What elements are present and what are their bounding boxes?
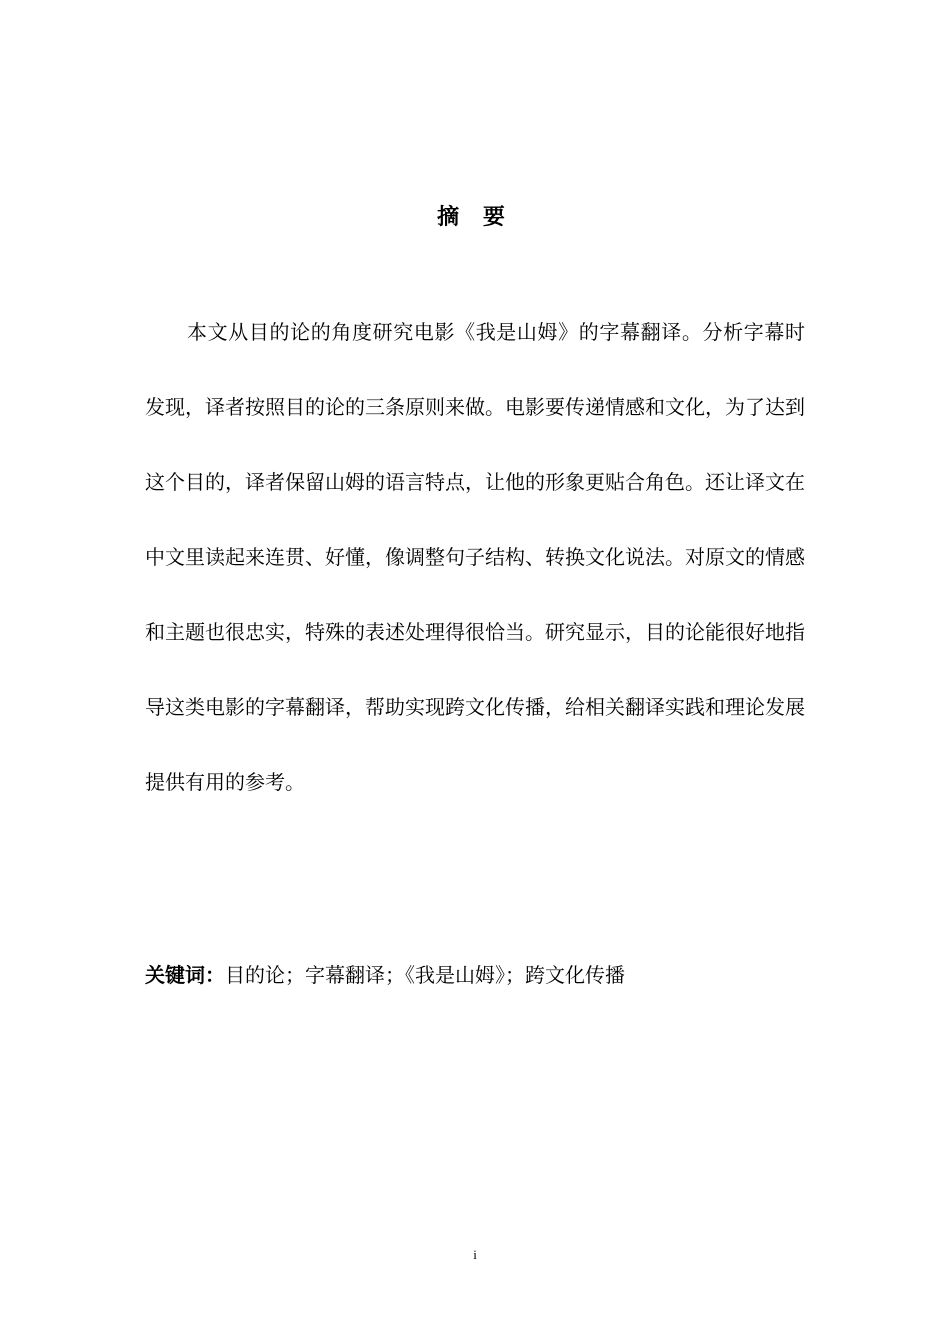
page-number: i xyxy=(473,1247,477,1262)
keywords-value: 目的论；字幕翻译；《我是山姆》；跨文化传播 xyxy=(225,963,625,987)
keywords-label: 关键词： xyxy=(145,963,225,987)
abstract-paragraph: 本文从目的论的角度研究电影《我是山姆》的字幕翻译。分析字幕时发现，译者按照目的论的三条原则来做。电影要传递情感和文化，为了达到这个目的，译者保留山姆的语言特点，让他的形象更贴合角色。还让译文在中文里读起来连贯、好懂，像调整句子结构、转换文化说法。对原文的情感和主题也很忠实，特殊的表述处理得很恰当。研究显示，目的论能很好地指导这类电影的字幕翻译，帮助实现跨文化传播，给相关翻译实践和理论发展提供有用的参考。 xyxy=(145,320,805,794)
keywords-line xyxy=(145,959,805,991)
page-title: 摘 要 xyxy=(437,205,513,230)
